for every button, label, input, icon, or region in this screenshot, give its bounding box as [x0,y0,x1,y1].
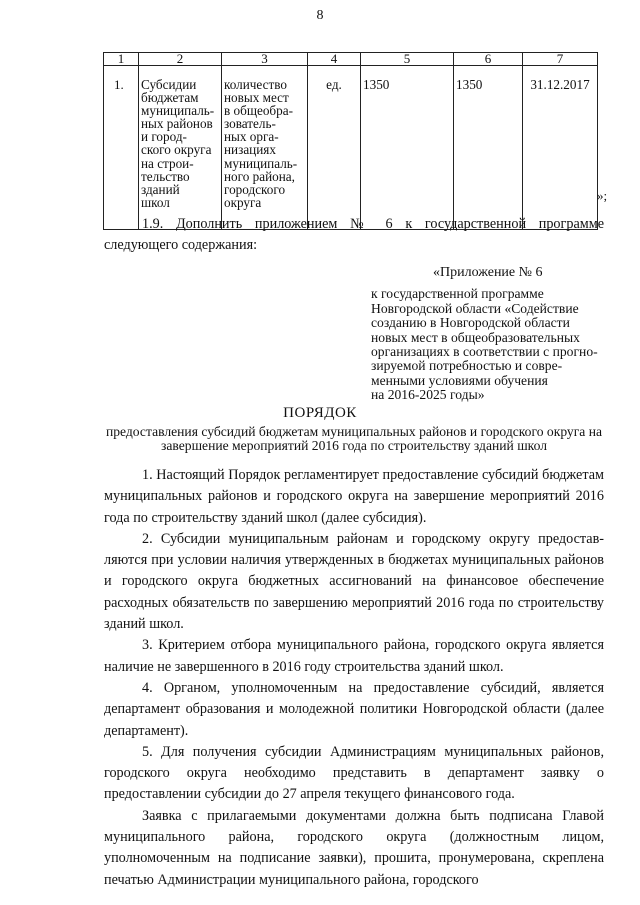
row-indicator-cell [222,66,308,230]
procedure-body [104,465,604,891]
subsidy-line: школ [141,194,170,210]
row-date: 31.12.2017 [523,66,598,230]
appendix-title: «Приложение № 6 [433,265,543,280]
table-header-row [104,53,598,66]
indicator-line: в общеобра- [224,103,293,119]
paragraph: 2. Субсидии муниципальным районам и городскому округу предостав-ляются при условии наличия утвержденных в бюджетах муниципальных районов и городского округа бюджетных ассигнований на финансовое обеспечение расходных обязательств по завершению мероприятий 2016 года по строительству зданий школ. [104,530,604,633]
row-number: 1. [104,66,139,230]
header-col-6: 6 [454,53,523,66]
indicator-line: количество [224,77,287,92]
header-col-7: 7 [523,53,598,66]
subsidy-line: зданий [141,181,180,197]
row-value-2016: 1350 [361,66,454,230]
indicator-line: городского [224,181,286,197]
appendix-line: менными условиями обучения [371,372,548,388]
page-number: 8 [316,8,324,23]
appendix-line: новых мест в общеобразовательных [371,329,580,345]
document-subtitle: предоставления субсидий бюджетам муниципальных районов и городского округа на завершение мероприятий 2016 года по строительству зданий школ [105,424,603,453]
row-value-2017: 1350 [454,66,523,230]
header-col-2: 2 [139,53,222,66]
indicator-line: новых мест [224,90,289,106]
paragraph: Заявка с прилагаемыми документами должна быть подписана Главой муниципального района, городского округа (должностным лицом, уполномоченным на подписание заявки), прошита, пронумерована, скреплена печатью Администрации муниципального района, городского [104,807,604,888]
subsidy-line: ского округа [141,142,212,158]
header-col-1: 1 [104,53,139,66]
paragraph: 4. Органом, уполномоченным на предоставление субсидий, является департамент образования и молодежной политики Новгородской области (далее департамент). [104,679,604,739]
appendix-line: Новгородской области «Содействие [371,300,579,316]
indicator-line: округа [224,194,262,210]
paragraph: 5. Для получения субсидии Администрациям муниципальных районов, городского округа необходимо представить в департамент заявку о предоставлении субсидии до 27 апреля текущего финансового года. [104,743,604,803]
table-closing-quote: »; [597,188,608,203]
appendix-line: организациях в соответствии с прогно- [371,344,598,360]
indicator-line: муниципаль- [224,155,298,171]
appendix-line: созданию в Новгородской области [371,315,570,331]
row-unit: ед. [308,66,361,230]
appendix-line: к государственной программе [371,286,544,302]
row-subsidy-cell [139,66,222,230]
paragraph: 1. Настоящий Порядок регламентирует предоставление субсидий бюджетам муниципальных районов и городского округа на завершение мероприятий 2016 года по строительству зданий школ (далее субсидия). [104,467,604,526]
appendix-line: зируемой потребностью и совре- [371,358,563,374]
subsidy-line: бюджетам [141,90,199,106]
indicator-line: ных орга- [224,129,279,145]
indicator-line: ного района, [224,168,295,184]
subsidy-line: муниципаль- [141,103,215,119]
table-row [104,66,598,230]
program-table [103,52,598,230]
subsidy-line: на строи- [141,155,194,171]
subsidy-line: и город- [141,129,187,145]
header-col-5: 5 [361,53,454,66]
paragraph: 3. Критерием отбора муниципального района, городского округа является наличие не завершенного в 2016 году строительства зданий школ. [104,637,604,675]
subsidy-line: ных районов [141,116,213,132]
header-col-3: 3 [222,53,308,66]
indicator-line: низациях [224,142,276,158]
subsidy-line: тельство [141,168,190,184]
appendix-header [371,266,611,403]
indicator-line: зователь- [224,116,276,132]
document-title: ПОРЯДОК [283,405,357,421]
header-col-4: 4 [308,53,361,66]
item-1-9: 1.9. Дополнить приложением № 6 к государственной программе следующего содержания: [104,216,604,254]
appendix-line: на 2016-2025 годы» [371,387,485,403]
subsidy-line: Субсидии [141,77,197,92]
